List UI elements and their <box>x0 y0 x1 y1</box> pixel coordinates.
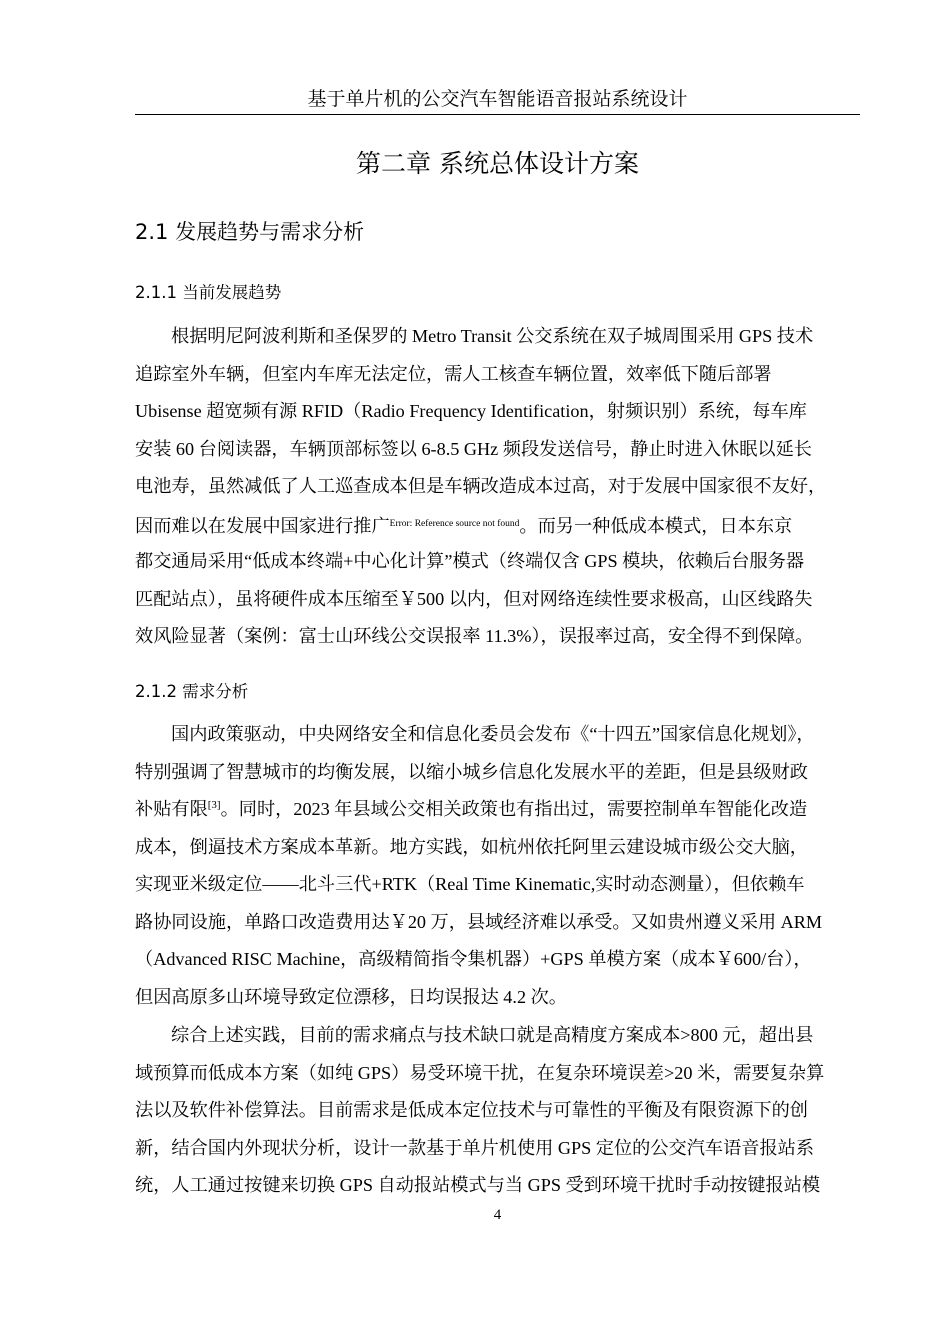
text-segment: 补贴有限 <box>135 799 208 819</box>
text-segment: 。而另一种低成本模式，日本东京 <box>519 515 793 536</box>
text-line: 实现亚米级定位——北斗三代+RTK（Real Time Kinematic,实时动态测量），但依赖车 <box>135 874 805 894</box>
text-line: 统，人工通过按键来切换 GPS 自动报站模式与当 GPS 受到环境干扰时手动按键报站模 <box>135 1175 821 1195</box>
header-divider <box>135 114 860 115</box>
subsection-heading-demand: 2.1.2 需求分析 <box>135 682 249 701</box>
text-line: 域预算而低成本方案（如纯 GPS）易受环境干扰，在复杂环境误差>20 米，需要复杂算 <box>135 1062 825 1083</box>
subsection-heading-trends: 2.1.1 当前发展趋势 <box>135 283 282 302</box>
chapter-title: 第二章 系统总体设计方案 <box>356 149 639 178</box>
reference-error-note: Error: Reference source not found <box>389 518 520 529</box>
text-line: 成本，倒逼技术方案成本革新。地方实践，如杭州依托阿里云建设城市级公交大脑， <box>135 836 808 857</box>
text-line: 路协同设施，单路口改造费用达￥20 万，县域经济难以承受。又如贵州遵义采用 ARM <box>135 911 823 932</box>
text-line: 都交通局采用“低成本终端+中心化计算”模式（终端仅含 GPS 模块，依赖后台服务器 <box>135 551 805 571</box>
text-line: 特别强调了智慧城市的均衡发展，以缩小城乡信息化发展水平的差距，但是县级财政 <box>135 761 808 782</box>
text-line: 安装 60 台阅读器，车辆顶部标签以 6-8.5 GHz 频段发送信号，静止时进入休眠以延长 <box>135 438 812 459</box>
text-line: 综合上述实践，目前的需求痛点与技术缺口就是高精度方案成本>800 元，超出县 <box>171 1025 814 1045</box>
paragraph-trends <box>135 318 863 656</box>
running-header: 基于单片机的公交汽车智能语音报站系统设计 <box>307 89 688 110</box>
text-line: 匹配站点），虽将硬件成本压缩至￥500 以内，但对网络连续性要求极高，山区线路失 <box>135 588 813 609</box>
paragraph-policy <box>135 716 863 1016</box>
text-line: 新，结合国内外现状分析，设计一款基于单片机使用 GPS 定位的公交汽车语音报站系 <box>135 1137 815 1158</box>
text-line: 根据明尼阿波利斯和圣保罗的 Metro Transit 公交系统在双子城周围采用 GPS 技术 <box>171 326 814 346</box>
text-line <box>135 506 863 544</box>
text-line: 效风险显著（案例：富士山环线公交误报率 11.3%），误报率过高，安全得不到保障。 <box>135 626 814 646</box>
citation-reference: [3] <box>207 799 221 811</box>
paragraph-summary <box>135 1017 863 1205</box>
text-line: Ubisense 超宽频有源 RFID（Radio Frequency Identification，射频识别）系统，每车库 <box>135 401 807 421</box>
text-line: 电池寿，虽然减低了人工巡查成本但是车辆改造成本过高，对于发展中国家很不友好， <box>135 476 827 496</box>
text-line: 法以及软件补偿算法。目前需求是低成本定位技术与可靠性的平衡及有限资源下的创 <box>135 1100 808 1120</box>
text-line: 但因高原多山环境导致定位漂移，日均误报达 4.2 次。 <box>135 986 567 1007</box>
text-segment: 。同时，2023 年县域公交相关政策也有指出过，需要控制单车智能化改造 <box>220 799 808 819</box>
page-number: 4 <box>493 1207 502 1223</box>
text-line <box>135 791 863 829</box>
text-line: 追踪室外车辆，但室内车库无法定位，需人工核查车辆位置，效率低下随后部署 <box>135 363 772 384</box>
section-heading: 2.1 发展趋势与需求分析 <box>135 220 365 244</box>
text-line: （Advanced RISC Machine，高级精简指令集机器）+GPS 单模方案（成本￥600/台）， <box>135 949 812 969</box>
text-line: 国内政策驱动，中央网络安全和信息化委员会发布《“十四五”国家信息化规划》， <box>171 724 815 744</box>
text-segment: 因而难以在发展中国家进行推广 <box>135 515 390 536</box>
